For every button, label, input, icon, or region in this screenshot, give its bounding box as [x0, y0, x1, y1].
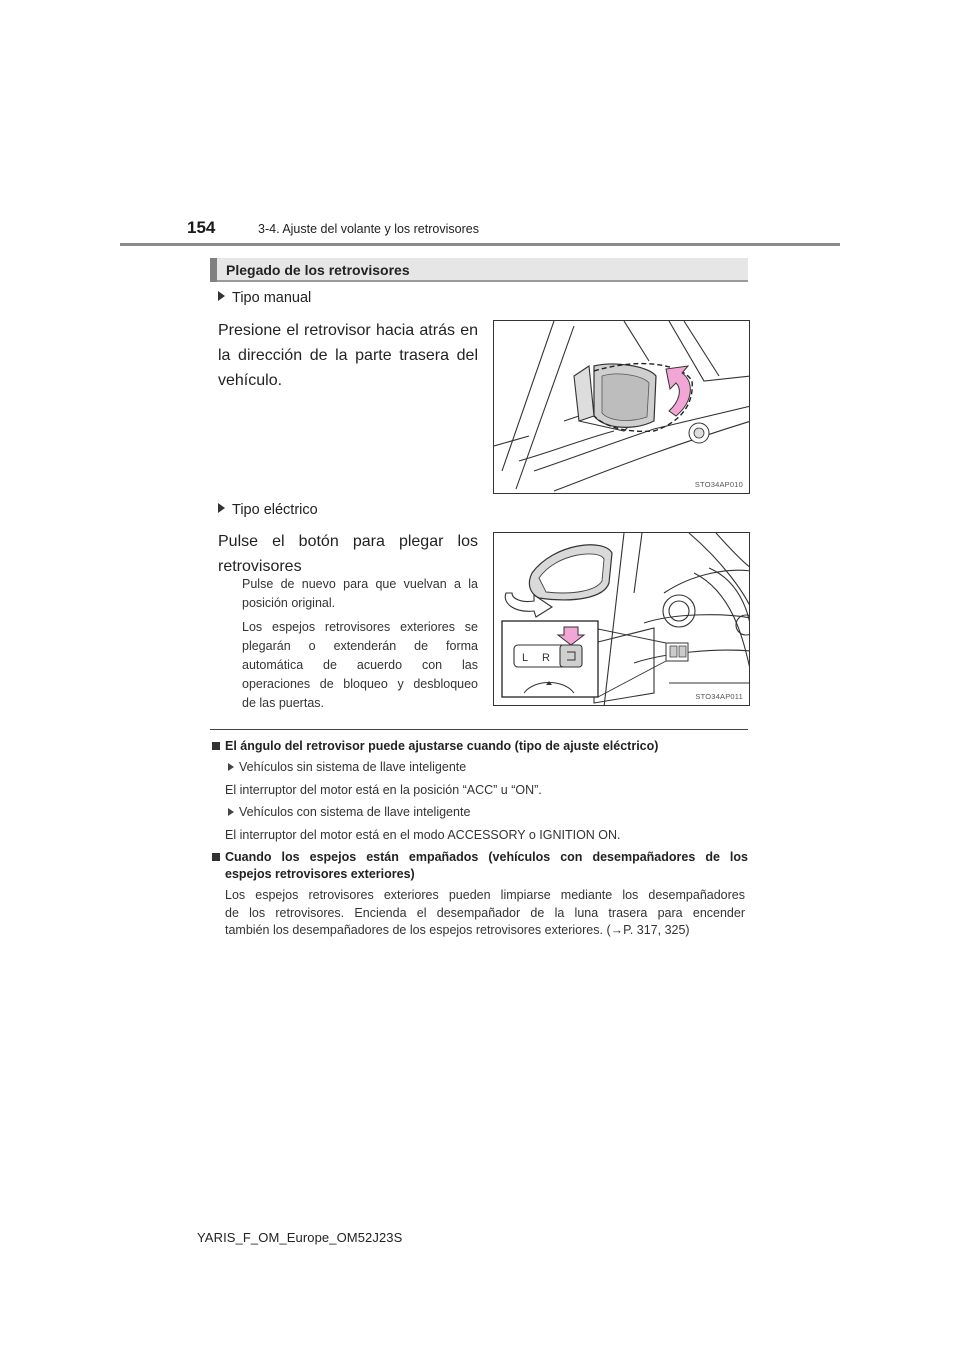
note-line: de las puertas. — [242, 696, 324, 710]
fog-heading — [212, 849, 748, 883]
electric-fold-illustration — [494, 533, 750, 706]
figure-code: STO34AP010 — [694, 480, 743, 489]
section-divider — [210, 729, 748, 730]
page-number: 154 — [187, 218, 216, 237]
subsection-title: Plegado de los retrovisores — [226, 262, 410, 278]
manual-type-heading — [218, 290, 311, 306]
triangle-bullet-icon — [218, 503, 225, 513]
switch-label-l: L — [522, 652, 529, 664]
angle-heading — [212, 738, 748, 755]
no-smart-key-text: El interruptor del motor está en la posición “ACC” u “ON”. — [225, 783, 542, 797]
electric-note-auto — [242, 618, 478, 713]
manual-instruction-line: vehículo. — [218, 372, 283, 389]
subsection-accent — [210, 258, 217, 282]
no-smart-key-heading — [228, 760, 466, 774]
electric-fold-figure — [493, 532, 750, 706]
manual-fold-illustration — [494, 321, 750, 494]
angle-heading-text: El ángulo del retrovisor puede ajustarse cuando (tipo de ajuste eléctrico) — [225, 739, 659, 753]
smart-key-label: Vehículos con sistema de llave inteligente — [239, 805, 471, 819]
smart-key-heading — [228, 805, 470, 819]
electric-instruction — [218, 529, 478, 579]
manual-instruction — [218, 318, 478, 393]
triangle-bullet-icon — [218, 291, 225, 301]
no-smart-key-label: Vehículos sin sistema de llave inteligente — [239, 760, 467, 774]
smart-key-text: El interruptor del motor está en el modo ACCESSORY o IGNITION ON. — [225, 828, 621, 842]
header-rule — [120, 243, 840, 246]
note-line: plegarán o extenderán de forma — [242, 639, 478, 653]
electric-note-return — [242, 575, 478, 613]
manual-fold-figure — [493, 320, 750, 494]
document-code: YARIS_F_OM_Europe_OM52J23S — [197, 1230, 403, 1245]
note-line: posición original. — [242, 596, 336, 610]
section-title: 3-4. Ajuste del volante y los retrovisores — [258, 222, 479, 236]
electric-type-label: Tipo eléctrico — [232, 502, 318, 518]
fog-text-line: Los espejos retrovisores exteriores pueden limpiarse mediante los desempañadores — [225, 888, 745, 902]
note-line: operaciones de bloqueo y desbloqueo — [242, 677, 478, 691]
note-line: automática de acuerdo con las — [242, 658, 478, 672]
note-line: Pulse de nuevo para que vuelvan a la — [242, 577, 478, 591]
triangle-bullet-icon — [228, 808, 234, 816]
electric-instruction-line: Pulse el botón para plegar los — [218, 533, 478, 550]
square-bullet-icon — [212, 853, 220, 861]
subsection-title-bar — [210, 258, 748, 282]
note-line: Los espejos retrovisores exteriores se — [242, 620, 478, 634]
fog-heading-line: espejos retrovisores exteriores) — [225, 867, 415, 881]
fog-text-line: de los retrovisores. Encienda el desempañador de la luna trasera para encender — [225, 905, 745, 920]
figure-code: STO34AP011 — [695, 692, 743, 701]
fog-text — [225, 887, 745, 940]
electric-instruction-line: retrovisores — [218, 558, 302, 575]
square-bullet-icon — [212, 742, 220, 750]
fog-text-line: también los desempañadores de los espejos retrovisores exteriores. (→P. 317, 325) — [225, 923, 690, 937]
manual-type-label: Tipo manual — [232, 290, 312, 306]
fog-heading-line: Cuando los espejos están empañados (vehículos con desempañadores de los — [212, 849, 748, 866]
switch-label-r: R — [542, 652, 550, 664]
triangle-bullet-icon — [228, 763, 234, 771]
manual-instruction-line: la dirección de la parte trasera del — [218, 347, 478, 364]
electric-type-heading — [218, 502, 318, 518]
manual-instruction-line: Presione el retrovisor hacia atrás en — [218, 322, 478, 339]
